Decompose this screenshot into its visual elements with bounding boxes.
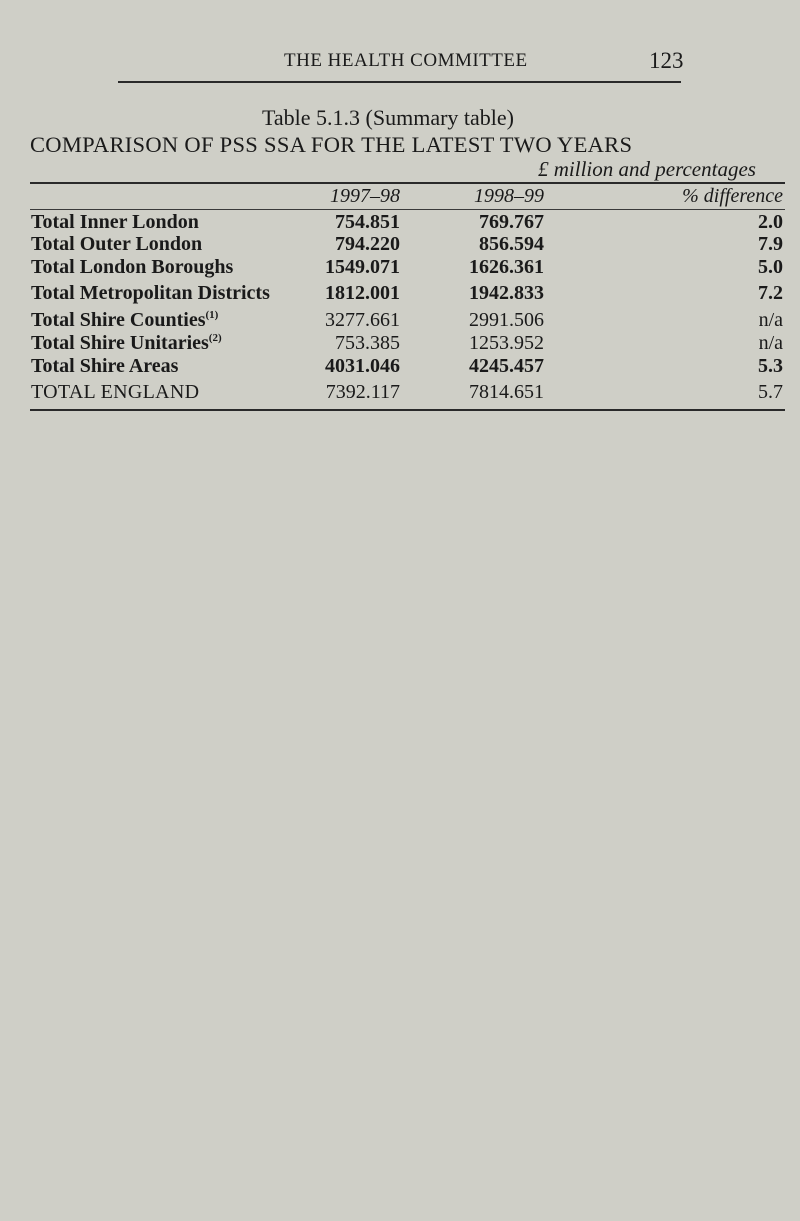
row-label: Total Inner London — [31, 211, 199, 233]
column-header-1998-99: 1998–99 — [474, 185, 544, 207]
table-row-total — [0, 381, 800, 405]
cell-1997-98: 754.851 — [335, 211, 400, 233]
row-label-text: Total Shire Unitaries — [31, 332, 209, 354]
table-bottom-rule — [30, 409, 785, 411]
table-caption: Table 5.1.3 (Summary table) — [262, 105, 515, 130]
table-row — [0, 282, 800, 306]
row-label: Total Shire Areas — [31, 355, 179, 377]
cell-1997-98: 3277.661 — [325, 309, 400, 331]
table-row — [0, 256, 800, 280]
column-header-difference: % difference — [682, 185, 783, 207]
cell-difference: 5.0 — [758, 256, 783, 278]
row-label — [31, 332, 222, 355]
table-row — [0, 309, 800, 333]
cell-1998-99: 4245.457 — [469, 355, 544, 377]
footnote-marker: (1) — [205, 309, 219, 321]
cell-1998-99: 7814.651 — [469, 381, 544, 403]
cell-1997-98: 1549.071 — [325, 256, 400, 278]
cell-1998-99: 1942.833 — [469, 282, 544, 304]
table-units: £ million and percentages — [538, 157, 756, 181]
row-label-text: Total Shire Counties — [31, 309, 206, 331]
cell-1997-98: 1812.001 — [325, 282, 400, 304]
cell-1997-98: 7392.117 — [325, 381, 400, 403]
row-label: Total Outer London — [31, 233, 203, 255]
table-top-rule — [30, 182, 785, 184]
column-header-1997-98: 1997–98 — [330, 185, 400, 207]
running-title: THE HEALTH COMMITTEE — [284, 50, 528, 71]
table-row — [0, 211, 800, 235]
header-rule — [118, 81, 681, 83]
cell-difference: 7.9 — [758, 233, 783, 255]
table-row — [0, 355, 800, 379]
table-row — [0, 233, 800, 257]
cell-difference: n/a — [758, 332, 783, 354]
cell-1998-99: 2991.506 — [469, 309, 544, 331]
row-label — [31, 309, 218, 332]
cell-difference: 7.2 — [758, 282, 783, 304]
cell-1997-98: 4031.046 — [325, 355, 400, 377]
cell-difference: 5.3 — [758, 355, 783, 377]
table-title: COMPARISON OF PSS SSA FOR THE LATEST TWO YEARS — [30, 132, 633, 157]
cell-1998-99: 769.767 — [479, 211, 544, 233]
row-label: Total London Boroughs — [31, 256, 234, 278]
cell-1998-99: 1626.361 — [469, 256, 544, 278]
cell-1998-99: 856.594 — [479, 233, 544, 255]
cell-1997-98: 753.385 — [335, 332, 400, 354]
page-number: 123 — [649, 48, 684, 73]
cell-difference: 5.7 — [758, 381, 783, 403]
row-label: Total Metropolitan Districts — [31, 282, 270, 304]
table-header-rule — [30, 209, 785, 210]
cell-1998-99: 1253.952 — [469, 332, 544, 354]
cell-difference: n/a — [758, 309, 783, 331]
footnote-marker: (2) — [208, 332, 222, 344]
row-label: TOTAL ENGLAND — [31, 381, 200, 403]
cell-difference: 2.0 — [758, 211, 783, 233]
table-row — [0, 332, 800, 356]
running-header — [0, 50, 800, 80]
cell-1997-98: 794.220 — [335, 233, 400, 255]
